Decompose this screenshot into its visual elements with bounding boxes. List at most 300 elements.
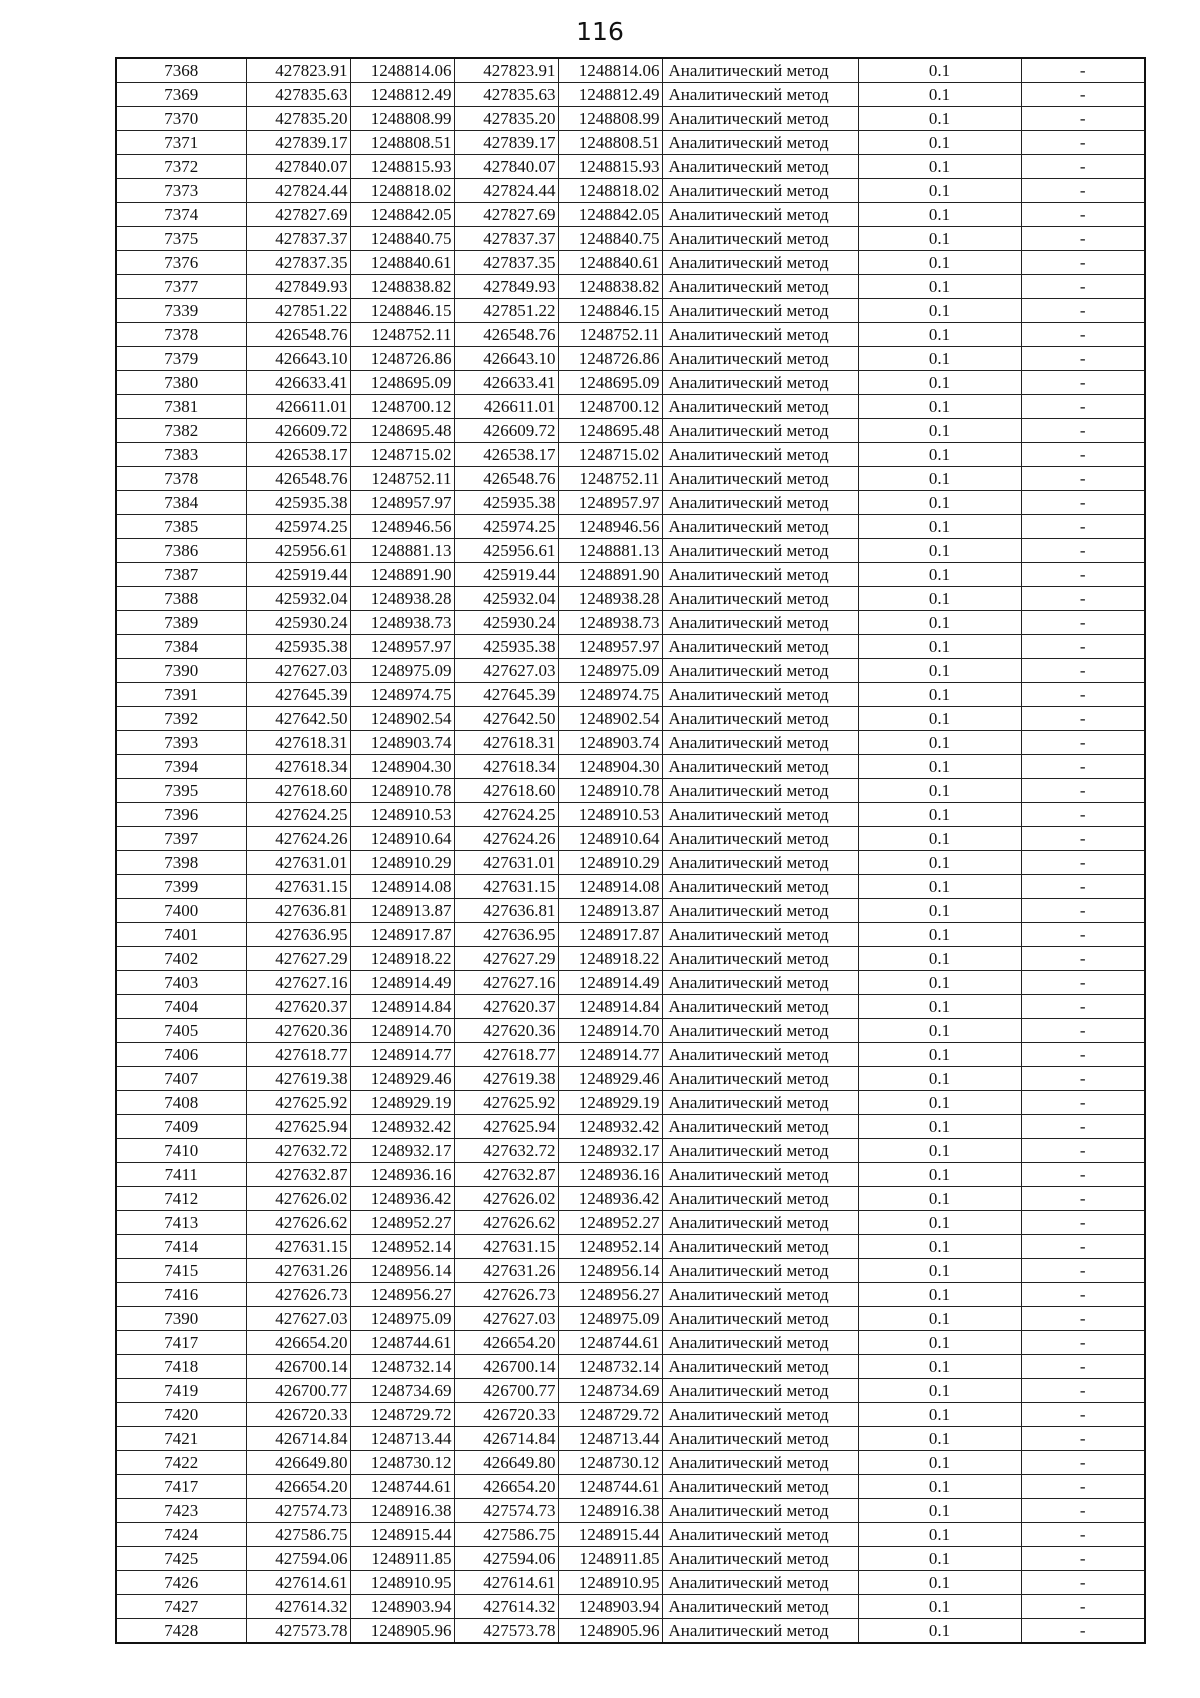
x-coordinate-cell: 427837.37	[246, 227, 350, 251]
accuracy-cell: 0.1	[858, 995, 1021, 1019]
method-cell: Аналитический метод	[662, 1523, 858, 1547]
table-row	[116, 755, 1145, 779]
table-row	[116, 251, 1145, 275]
accuracy-cell: 0.1	[858, 899, 1021, 923]
x-coordinate-repeat-cell: 427837.37	[454, 227, 558, 251]
note-cell: -	[1021, 1523, 1145, 1547]
point-number-cell: 7410	[116, 1139, 246, 1163]
x-coordinate-cell: 426633.41	[246, 371, 350, 395]
y-coordinate-cell: 1248695.48	[350, 419, 454, 443]
note-cell: -	[1021, 755, 1145, 779]
accuracy-cell: 0.1	[858, 947, 1021, 971]
y-coordinate-cell: 1248904.30	[350, 755, 454, 779]
point-number-cell: 7424	[116, 1523, 246, 1547]
table-row	[116, 731, 1145, 755]
x-coordinate-repeat-cell: 426649.80	[454, 1451, 558, 1475]
table-row	[116, 347, 1145, 371]
method-cell: Аналитический метод	[662, 539, 858, 563]
y-coordinate-cell: 1248929.46	[350, 1067, 454, 1091]
table-row	[116, 539, 1145, 563]
note-cell: -	[1021, 251, 1145, 275]
x-coordinate-cell: 426720.33	[246, 1403, 350, 1427]
table-row	[116, 587, 1145, 611]
y-coordinate-repeat-cell: 1248932.17	[558, 1139, 662, 1163]
y-coordinate-repeat-cell: 1248910.78	[558, 779, 662, 803]
x-coordinate-cell: 425935.38	[246, 635, 350, 659]
method-cell: Аналитический метод	[662, 635, 858, 659]
note-cell: -	[1021, 1499, 1145, 1523]
accuracy-cell: 0.1	[858, 683, 1021, 707]
point-number-cell: 7398	[116, 851, 246, 875]
x-coordinate-repeat-cell: 425974.25	[454, 515, 558, 539]
y-coordinate-cell: 1248936.42	[350, 1187, 454, 1211]
table-row	[116, 1187, 1145, 1211]
y-coordinate-repeat-cell: 1248744.61	[558, 1475, 662, 1499]
table-row	[116, 779, 1145, 803]
point-number-cell: 7412	[116, 1187, 246, 1211]
point-number-cell: 7416	[116, 1283, 246, 1307]
accuracy-cell: 0.1	[858, 323, 1021, 347]
method-cell: Аналитический метод	[662, 1619, 858, 1644]
note-cell: -	[1021, 707, 1145, 731]
y-coordinate-repeat-cell: 1248904.30	[558, 755, 662, 779]
method-cell: Аналитический метод	[662, 1403, 858, 1427]
x-coordinate-cell: 427625.94	[246, 1115, 350, 1139]
y-coordinate-cell: 1248916.38	[350, 1499, 454, 1523]
y-coordinate-repeat-cell: 1248957.97	[558, 635, 662, 659]
table-row	[116, 707, 1145, 731]
x-coordinate-repeat-cell: 427840.07	[454, 155, 558, 179]
note-cell: -	[1021, 587, 1145, 611]
accuracy-cell: 0.1	[858, 419, 1021, 443]
table-row	[116, 1379, 1145, 1403]
point-number-cell: 7423	[116, 1499, 246, 1523]
accuracy-cell: 0.1	[858, 1091, 1021, 1115]
accuracy-cell: 0.1	[858, 371, 1021, 395]
y-coordinate-cell: 1248818.02	[350, 179, 454, 203]
method-cell: Аналитический метод	[662, 155, 858, 179]
x-coordinate-repeat-cell: 427627.16	[454, 971, 558, 995]
method-cell: Аналитический метод	[662, 947, 858, 971]
y-coordinate-cell: 1248936.16	[350, 1163, 454, 1187]
table-row	[116, 179, 1145, 203]
note-cell: -	[1021, 899, 1145, 923]
note-cell: -	[1021, 371, 1145, 395]
y-coordinate-cell: 1248808.99	[350, 107, 454, 131]
x-coordinate-repeat-cell: 426700.14	[454, 1355, 558, 1379]
point-number-cell: 7427	[116, 1595, 246, 1619]
x-coordinate-cell: 427642.50	[246, 707, 350, 731]
y-coordinate-repeat-cell: 1248744.61	[558, 1331, 662, 1355]
x-coordinate-repeat-cell: 427618.34	[454, 755, 558, 779]
coordinates-table-body	[116, 58, 1145, 1643]
note-cell: -	[1021, 1427, 1145, 1451]
y-coordinate-repeat-cell: 1248732.14	[558, 1355, 662, 1379]
method-cell: Аналитический метод	[662, 923, 858, 947]
accuracy-cell: 0.1	[858, 203, 1021, 227]
accuracy-cell: 0.1	[858, 1379, 1021, 1403]
table-row	[116, 1211, 1145, 1235]
y-coordinate-cell: 1248838.82	[350, 275, 454, 299]
table-row	[116, 419, 1145, 443]
point-number-cell: 7399	[116, 875, 246, 899]
point-number-cell: 7378	[116, 467, 246, 491]
y-coordinate-repeat-cell: 1248975.09	[558, 659, 662, 683]
note-cell: -	[1021, 1547, 1145, 1571]
point-number-cell: 7382	[116, 419, 246, 443]
y-coordinate-cell: 1248902.54	[350, 707, 454, 731]
x-coordinate-cell: 427626.02	[246, 1187, 350, 1211]
accuracy-cell: 0.1	[858, 131, 1021, 155]
point-number-cell: 7370	[116, 107, 246, 131]
method-cell: Аналитический метод	[662, 1331, 858, 1355]
x-coordinate-repeat-cell: 427835.63	[454, 83, 558, 107]
table-row	[116, 635, 1145, 659]
point-number-cell: 7371	[116, 131, 246, 155]
table-row	[116, 58, 1145, 83]
y-coordinate-repeat-cell: 1248891.90	[558, 563, 662, 587]
table-row	[116, 803, 1145, 827]
note-cell: -	[1021, 1283, 1145, 1307]
y-coordinate-cell: 1248914.77	[350, 1043, 454, 1067]
y-coordinate-cell: 1248840.75	[350, 227, 454, 251]
y-coordinate-repeat-cell: 1248812.49	[558, 83, 662, 107]
y-coordinate-repeat-cell: 1248815.93	[558, 155, 662, 179]
point-number-cell: 7394	[116, 755, 246, 779]
accuracy-cell: 0.1	[858, 755, 1021, 779]
table-row	[116, 875, 1145, 899]
x-coordinate-cell: 426654.20	[246, 1475, 350, 1499]
point-number-cell: 7383	[116, 443, 246, 467]
point-number-cell: 7391	[116, 683, 246, 707]
note-cell: -	[1021, 851, 1145, 875]
x-coordinate-repeat-cell: 427626.73	[454, 1283, 558, 1307]
accuracy-cell: 0.1	[858, 587, 1021, 611]
y-coordinate-cell: 1248938.28	[350, 587, 454, 611]
table-row	[116, 155, 1145, 179]
accuracy-cell: 0.1	[858, 1163, 1021, 1187]
x-coordinate-repeat-cell: 427620.37	[454, 995, 558, 1019]
x-coordinate-repeat-cell: 426611.01	[454, 395, 558, 419]
x-coordinate-repeat-cell: 425935.38	[454, 491, 558, 515]
point-number-cell: 7414	[116, 1235, 246, 1259]
accuracy-cell: 0.1	[858, 827, 1021, 851]
x-coordinate-repeat-cell: 427618.60	[454, 779, 558, 803]
point-number-cell: 7378	[116, 323, 246, 347]
accuracy-cell: 0.1	[858, 275, 1021, 299]
y-coordinate-cell: 1248910.29	[350, 851, 454, 875]
method-cell: Аналитический метод	[662, 779, 858, 803]
y-coordinate-repeat-cell: 1248932.42	[558, 1115, 662, 1139]
y-coordinate-cell: 1248914.84	[350, 995, 454, 1019]
point-number-cell: 7372	[116, 155, 246, 179]
y-coordinate-repeat-cell: 1248905.96	[558, 1619, 662, 1644]
accuracy-cell: 0.1	[858, 1427, 1021, 1451]
accuracy-cell: 0.1	[858, 563, 1021, 587]
y-coordinate-repeat-cell: 1248695.09	[558, 371, 662, 395]
method-cell: Аналитический метод	[662, 611, 858, 635]
y-coordinate-repeat-cell: 1248752.11	[558, 323, 662, 347]
table-row	[116, 1043, 1145, 1067]
y-coordinate-cell: 1248713.44	[350, 1427, 454, 1451]
method-cell: Аналитический метод	[662, 1379, 858, 1403]
accuracy-cell: 0.1	[858, 83, 1021, 107]
note-cell: -	[1021, 875, 1145, 899]
table-row	[116, 275, 1145, 299]
accuracy-cell: 0.1	[858, 1571, 1021, 1595]
note-cell: -	[1021, 803, 1145, 827]
coordinates-table	[115, 57, 1146, 1644]
x-coordinate-repeat-cell: 427586.75	[454, 1523, 558, 1547]
x-coordinate-cell: 427632.72	[246, 1139, 350, 1163]
x-coordinate-cell: 427627.03	[246, 1307, 350, 1331]
point-number-cell: 7425	[116, 1547, 246, 1571]
x-coordinate-repeat-cell: 427627.03	[454, 659, 558, 683]
table-row	[116, 83, 1145, 107]
x-coordinate-cell: 427827.69	[246, 203, 350, 227]
accuracy-cell: 0.1	[858, 1451, 1021, 1475]
table-row	[116, 659, 1145, 683]
method-cell: Аналитический метод	[662, 371, 858, 395]
x-coordinate-repeat-cell: 427620.36	[454, 1019, 558, 1043]
x-coordinate-cell: 427840.07	[246, 155, 350, 179]
x-coordinate-repeat-cell: 427625.94	[454, 1115, 558, 1139]
x-coordinate-repeat-cell: 426654.20	[454, 1475, 558, 1499]
point-number-cell: 7368	[116, 58, 246, 83]
point-number-cell: 7417	[116, 1475, 246, 1499]
point-number-cell: 7386	[116, 539, 246, 563]
point-number-cell: 7390	[116, 659, 246, 683]
point-number-cell: 7408	[116, 1091, 246, 1115]
method-cell: Аналитический метод	[662, 707, 858, 731]
table-row	[116, 1139, 1145, 1163]
point-number-cell: 7411	[116, 1163, 246, 1187]
y-coordinate-repeat-cell: 1248936.16	[558, 1163, 662, 1187]
method-cell: Аналитический метод	[662, 1547, 858, 1571]
x-coordinate-repeat-cell: 427574.73	[454, 1499, 558, 1523]
x-coordinate-repeat-cell: 427594.06	[454, 1547, 558, 1571]
x-coordinate-repeat-cell: 427619.38	[454, 1067, 558, 1091]
method-cell: Аналитический метод	[662, 1595, 858, 1619]
y-coordinate-repeat-cell: 1248956.27	[558, 1283, 662, 1307]
accuracy-cell: 0.1	[858, 1619, 1021, 1644]
method-cell: Аналитический метод	[662, 1307, 858, 1331]
y-coordinate-repeat-cell: 1248914.77	[558, 1043, 662, 1067]
method-cell: Аналитический метод	[662, 323, 858, 347]
point-number-cell: 7395	[116, 779, 246, 803]
note-cell: -	[1021, 1163, 1145, 1187]
y-coordinate-cell: 1248814.06	[350, 58, 454, 83]
method-cell: Аналитический метод	[662, 971, 858, 995]
x-coordinate-cell: 427835.63	[246, 83, 350, 107]
x-coordinate-repeat-cell: 427573.78	[454, 1619, 558, 1644]
y-coordinate-cell: 1248913.87	[350, 899, 454, 923]
point-number-cell: 7407	[116, 1067, 246, 1091]
x-coordinate-cell: 427627.03	[246, 659, 350, 683]
x-coordinate-cell: 425932.04	[246, 587, 350, 611]
table-row	[116, 1163, 1145, 1187]
note-cell: -	[1021, 923, 1145, 947]
x-coordinate-repeat-cell: 427824.44	[454, 179, 558, 203]
y-coordinate-cell: 1248910.78	[350, 779, 454, 803]
point-number-cell: 7373	[116, 179, 246, 203]
note-cell: -	[1021, 1355, 1145, 1379]
method-cell: Аналитический метод	[662, 299, 858, 323]
x-coordinate-cell: 426649.80	[246, 1451, 350, 1475]
y-coordinate-cell: 1248975.09	[350, 659, 454, 683]
note-cell: -	[1021, 58, 1145, 83]
method-cell: Аналитический метод	[662, 1019, 858, 1043]
x-coordinate-cell: 426643.10	[246, 347, 350, 371]
table-row	[116, 899, 1145, 923]
point-number-cell: 7415	[116, 1259, 246, 1283]
x-coordinate-repeat-cell: 427636.81	[454, 899, 558, 923]
note-cell: -	[1021, 443, 1145, 467]
x-coordinate-cell: 427835.20	[246, 107, 350, 131]
x-coordinate-repeat-cell: 426538.17	[454, 443, 558, 467]
point-number-cell: 7384	[116, 635, 246, 659]
y-coordinate-cell: 1248815.93	[350, 155, 454, 179]
note-cell: -	[1021, 563, 1145, 587]
table-row	[116, 299, 1145, 323]
y-coordinate-repeat-cell: 1248730.12	[558, 1451, 662, 1475]
y-coordinate-repeat-cell: 1248938.73	[558, 611, 662, 635]
method-cell: Аналитический метод	[662, 1211, 858, 1235]
table-row	[116, 1115, 1145, 1139]
table-row	[116, 371, 1145, 395]
y-coordinate-cell: 1248914.49	[350, 971, 454, 995]
table-row	[116, 1259, 1145, 1283]
accuracy-cell: 0.1	[858, 395, 1021, 419]
table-row	[116, 1475, 1145, 1499]
method-cell: Аналитический метод	[662, 1475, 858, 1499]
y-coordinate-cell: 1248956.27	[350, 1283, 454, 1307]
method-cell: Аналитический метод	[662, 131, 858, 155]
y-coordinate-repeat-cell: 1248902.54	[558, 707, 662, 731]
accuracy-cell: 0.1	[858, 299, 1021, 323]
y-coordinate-cell: 1248975.09	[350, 1307, 454, 1331]
point-number-cell: 7385	[116, 515, 246, 539]
y-coordinate-repeat-cell: 1248910.29	[558, 851, 662, 875]
note-cell: -	[1021, 731, 1145, 755]
point-number-cell: 7376	[116, 251, 246, 275]
method-cell: Аналитический метод	[662, 899, 858, 923]
note-cell: -	[1021, 539, 1145, 563]
y-coordinate-cell: 1248842.05	[350, 203, 454, 227]
y-coordinate-repeat-cell: 1248734.69	[558, 1379, 662, 1403]
note-cell: -	[1021, 827, 1145, 851]
y-coordinate-cell: 1248846.15	[350, 299, 454, 323]
x-coordinate-cell: 427614.32	[246, 1595, 350, 1619]
y-coordinate-cell: 1248952.14	[350, 1235, 454, 1259]
x-coordinate-repeat-cell: 427636.95	[454, 923, 558, 947]
x-coordinate-cell: 427851.22	[246, 299, 350, 323]
x-coordinate-cell: 427631.15	[246, 875, 350, 899]
x-coordinate-cell: 426714.84	[246, 1427, 350, 1451]
x-coordinate-repeat-cell: 426643.10	[454, 347, 558, 371]
x-coordinate-repeat-cell: 427835.20	[454, 107, 558, 131]
method-cell: Аналитический метод	[662, 803, 858, 827]
method-cell: Аналитический метод	[662, 1259, 858, 1283]
accuracy-cell: 0.1	[858, 1499, 1021, 1523]
point-number-cell: 7405	[116, 1019, 246, 1043]
y-coordinate-repeat-cell: 1248952.27	[558, 1211, 662, 1235]
y-coordinate-cell: 1248952.27	[350, 1211, 454, 1235]
y-coordinate-cell: 1248915.44	[350, 1523, 454, 1547]
x-coordinate-repeat-cell: 426700.77	[454, 1379, 558, 1403]
note-cell: -	[1021, 323, 1145, 347]
x-coordinate-repeat-cell: 427614.61	[454, 1571, 558, 1595]
x-coordinate-repeat-cell: 426720.33	[454, 1403, 558, 1427]
y-coordinate-repeat-cell: 1248838.82	[558, 275, 662, 299]
table-row	[116, 1499, 1145, 1523]
point-number-cell: 7400	[116, 899, 246, 923]
y-coordinate-repeat-cell: 1248715.02	[558, 443, 662, 467]
y-coordinate-cell: 1248744.61	[350, 1331, 454, 1355]
y-coordinate-cell: 1248729.72	[350, 1403, 454, 1427]
note-cell: -	[1021, 491, 1145, 515]
point-number-cell: 7377	[116, 275, 246, 299]
x-coordinate-cell: 427636.95	[246, 923, 350, 947]
x-coordinate-repeat-cell: 427631.15	[454, 1235, 558, 1259]
x-coordinate-repeat-cell: 426654.20	[454, 1331, 558, 1355]
x-coordinate-cell: 427614.61	[246, 1571, 350, 1595]
y-coordinate-repeat-cell: 1248842.05	[558, 203, 662, 227]
x-coordinate-repeat-cell: 427625.92	[454, 1091, 558, 1115]
y-coordinate-cell: 1248932.42	[350, 1115, 454, 1139]
accuracy-cell: 0.1	[858, 875, 1021, 899]
y-coordinate-repeat-cell: 1248695.48	[558, 419, 662, 443]
x-coordinate-cell: 427824.44	[246, 179, 350, 203]
method-cell: Аналитический метод	[662, 563, 858, 587]
table-row	[116, 1019, 1145, 1043]
y-coordinate-repeat-cell: 1248903.94	[558, 1595, 662, 1619]
method-cell: Аналитический метод	[662, 1187, 858, 1211]
note-cell: -	[1021, 1043, 1145, 1067]
x-coordinate-repeat-cell: 427627.29	[454, 947, 558, 971]
x-coordinate-repeat-cell: 425935.38	[454, 635, 558, 659]
x-coordinate-repeat-cell: 427839.17	[454, 131, 558, 155]
x-coordinate-repeat-cell: 427827.69	[454, 203, 558, 227]
x-coordinate-repeat-cell: 427645.39	[454, 683, 558, 707]
table-row	[116, 683, 1145, 707]
table-row	[116, 203, 1145, 227]
y-coordinate-repeat-cell: 1248726.86	[558, 347, 662, 371]
accuracy-cell: 0.1	[858, 707, 1021, 731]
note-cell: -	[1021, 395, 1145, 419]
note-cell: -	[1021, 1307, 1145, 1331]
y-coordinate-repeat-cell: 1248881.13	[558, 539, 662, 563]
note-cell: -	[1021, 947, 1145, 971]
note-cell: -	[1021, 203, 1145, 227]
method-cell: Аналитический метод	[662, 1043, 858, 1067]
note-cell: -	[1021, 275, 1145, 299]
accuracy-cell: 0.1	[858, 1115, 1021, 1139]
y-coordinate-cell: 1248808.51	[350, 131, 454, 155]
y-coordinate-repeat-cell: 1248752.11	[558, 467, 662, 491]
point-number-cell: 7390	[116, 1307, 246, 1331]
table-row	[116, 395, 1145, 419]
point-number-cell: 7402	[116, 947, 246, 971]
point-number-cell: 7420	[116, 1403, 246, 1427]
method-cell: Аналитический метод	[662, 1451, 858, 1475]
point-number-cell: 7389	[116, 611, 246, 635]
y-coordinate-repeat-cell: 1248700.12	[558, 395, 662, 419]
accuracy-cell: 0.1	[858, 155, 1021, 179]
note-cell: -	[1021, 1475, 1145, 1499]
x-coordinate-cell: 426538.17	[246, 443, 350, 467]
x-coordinate-cell: 427624.25	[246, 803, 350, 827]
